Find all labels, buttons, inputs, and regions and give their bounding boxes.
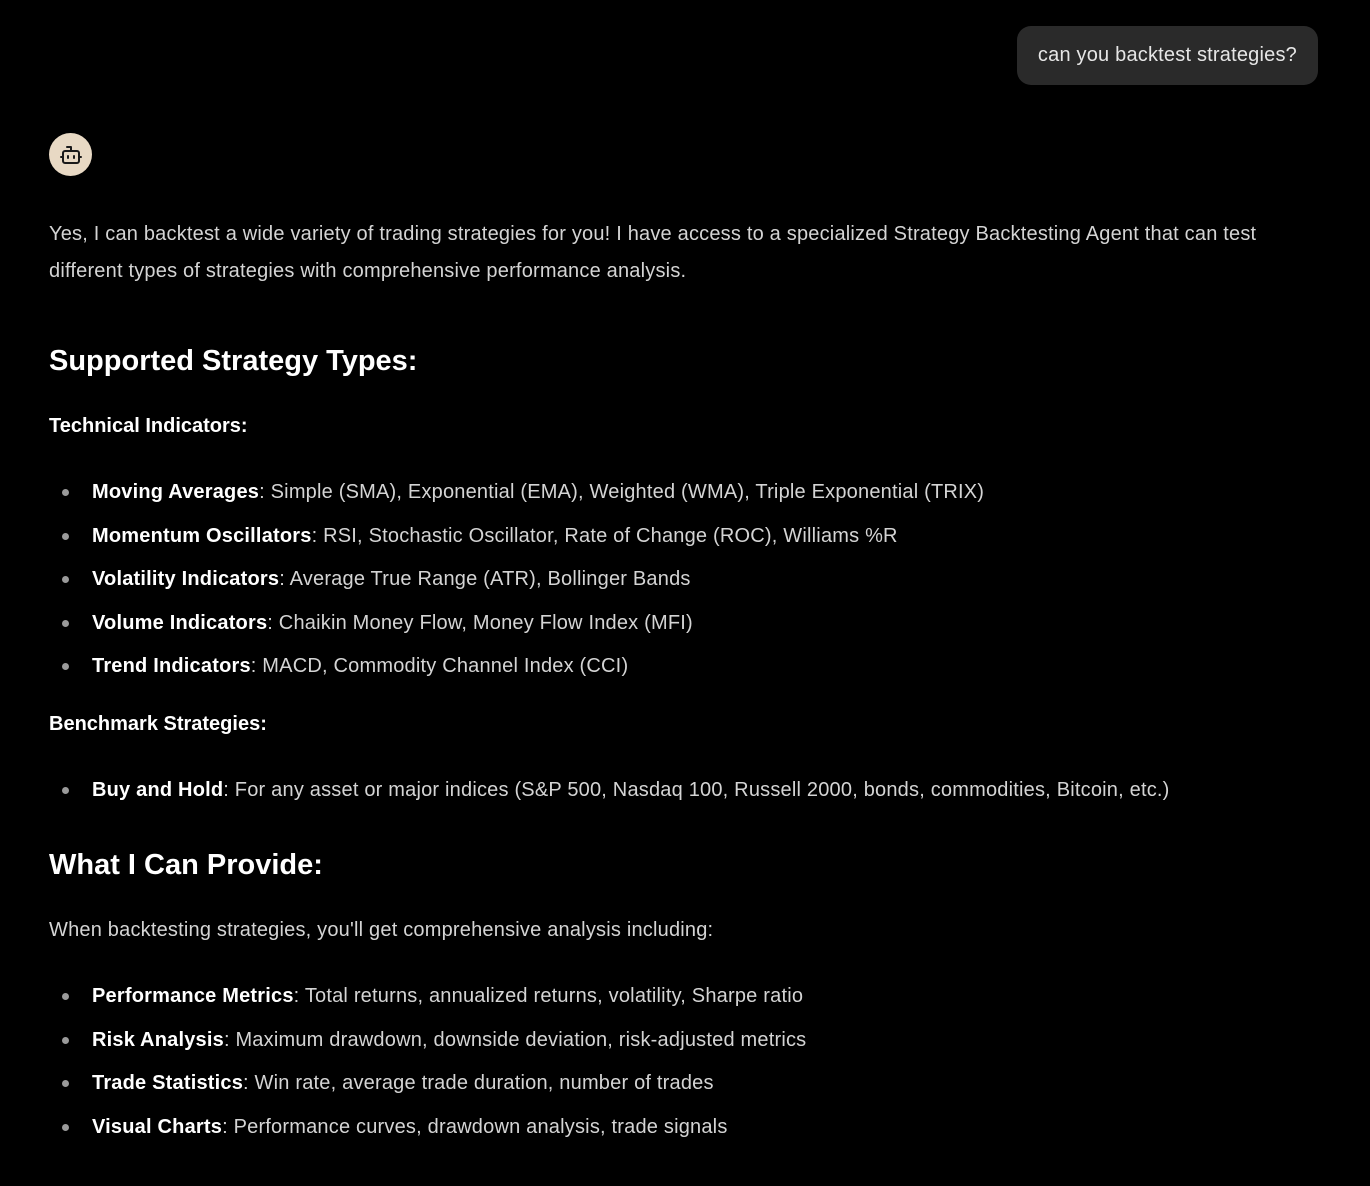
list-item: [49, 518, 1279, 555]
list-item-label: Trend Indicators: [92, 655, 251, 677]
assistant-avatar: [49, 133, 92, 176]
list-item: [49, 978, 1279, 1015]
assistant-intro: Yes, I can backtest a wide variety of trading strategies for you! I have access to a specialized Strategy Backtesting Agent that can test different types of strategies with comprehensive performance analysis.: [49, 223, 1257, 282]
list-item: [49, 772, 1279, 809]
list-item-text: : For any asset or major indices (S&P 500, Nasdaq 100, Russell 2000, bonds, commodities, Bitcoin, etc.): [223, 779, 1170, 801]
list-item-text: : Maximum drawdown, downside deviation, risk-adjusted metrics: [223, 1028, 807, 1051]
benchmark-strategies-list: [49, 772, 1279, 809]
user-message-bubble: [1017, 26, 1318, 85]
list-item-label: Moving Averages: [92, 481, 260, 503]
list-item-text: : MACD, Commodity Channel Index (CCI): [250, 655, 629, 677]
bullet-icon: [62, 533, 69, 540]
list-item: [49, 648, 1279, 685]
section2-intro: When backtesting strategies, you'll get comprehensive analysis including:: [49, 919, 714, 941]
list-item-label: Visual Charts: [92, 1115, 223, 1138]
provide-list: [49, 978, 1279, 1146]
list-item-label: Trade Statistics: [92, 1072, 244, 1094]
bullet-icon: [62, 1124, 69, 1131]
bullet-icon: [62, 663, 69, 670]
list-item-text: : Performance curves, drawdown analysis, trade signals: [222, 1115, 728, 1138]
list-item-text: : Chaikin Money Flow, Money Flow Index (MFI): [267, 611, 693, 634]
list-item: [49, 474, 1279, 511]
bullet-icon: [62, 1037, 69, 1044]
list-item-text: : Win rate, average trade duration, number of trades: [243, 1072, 714, 1094]
list-item-label: Risk Analysis: [92, 1028, 224, 1051]
heading-supported-strategy-types: Supported Strategy Types:: [49, 345, 418, 377]
heading-what-i-can-provide: What I Can Provide:: [49, 849, 323, 881]
list-item: [49, 1022, 1279, 1059]
list-item-text: : Total returns, annualized returns, volatility, Sharpe ratio: [293, 985, 804, 1007]
list-item-text: : RSI, Stochastic Oscillator, Rate of Change (ROC), Williams %R: [311, 524, 898, 547]
subheading-benchmark-strategies: Benchmark Strategies:: [49, 713, 267, 735]
list-item: [49, 1109, 1279, 1146]
technical-indicators-list: [49, 474, 1279, 685]
list-item-label: Performance Metrics: [92, 985, 294, 1007]
robot-icon: [59, 143, 83, 167]
list-item-text: : Average True Range (ATR), Bollinger Bands: [279, 568, 691, 590]
list-item-label: Volatility Indicators: [92, 568, 280, 590]
bullet-icon: [62, 489, 69, 496]
list-item-text: : Simple (SMA), Exponential (EMA), Weighted (WMA), Triple Exponential (TRIX): [259, 481, 985, 503]
list-item-label: Volume Indicators: [92, 611, 268, 634]
bullet-icon: [62, 1080, 69, 1087]
list-item-label: Buy and Hold: [92, 779, 224, 801]
list-item: [49, 561, 1279, 598]
list-item-label: Momentum Oscillators: [92, 524, 312, 547]
bullet-icon: [62, 993, 69, 1000]
bullet-icon: [62, 576, 69, 583]
bullet-icon: [62, 787, 69, 794]
user-message-text: can you backtest strategies?: [1037, 44, 1297, 66]
assistant-message: [49, 216, 1279, 1152]
bullet-icon: [62, 620, 69, 627]
list-item: [49, 1065, 1279, 1102]
list-item: [49, 605, 1279, 642]
subheading-technical-indicators: Technical Indicators:: [49, 415, 248, 437]
